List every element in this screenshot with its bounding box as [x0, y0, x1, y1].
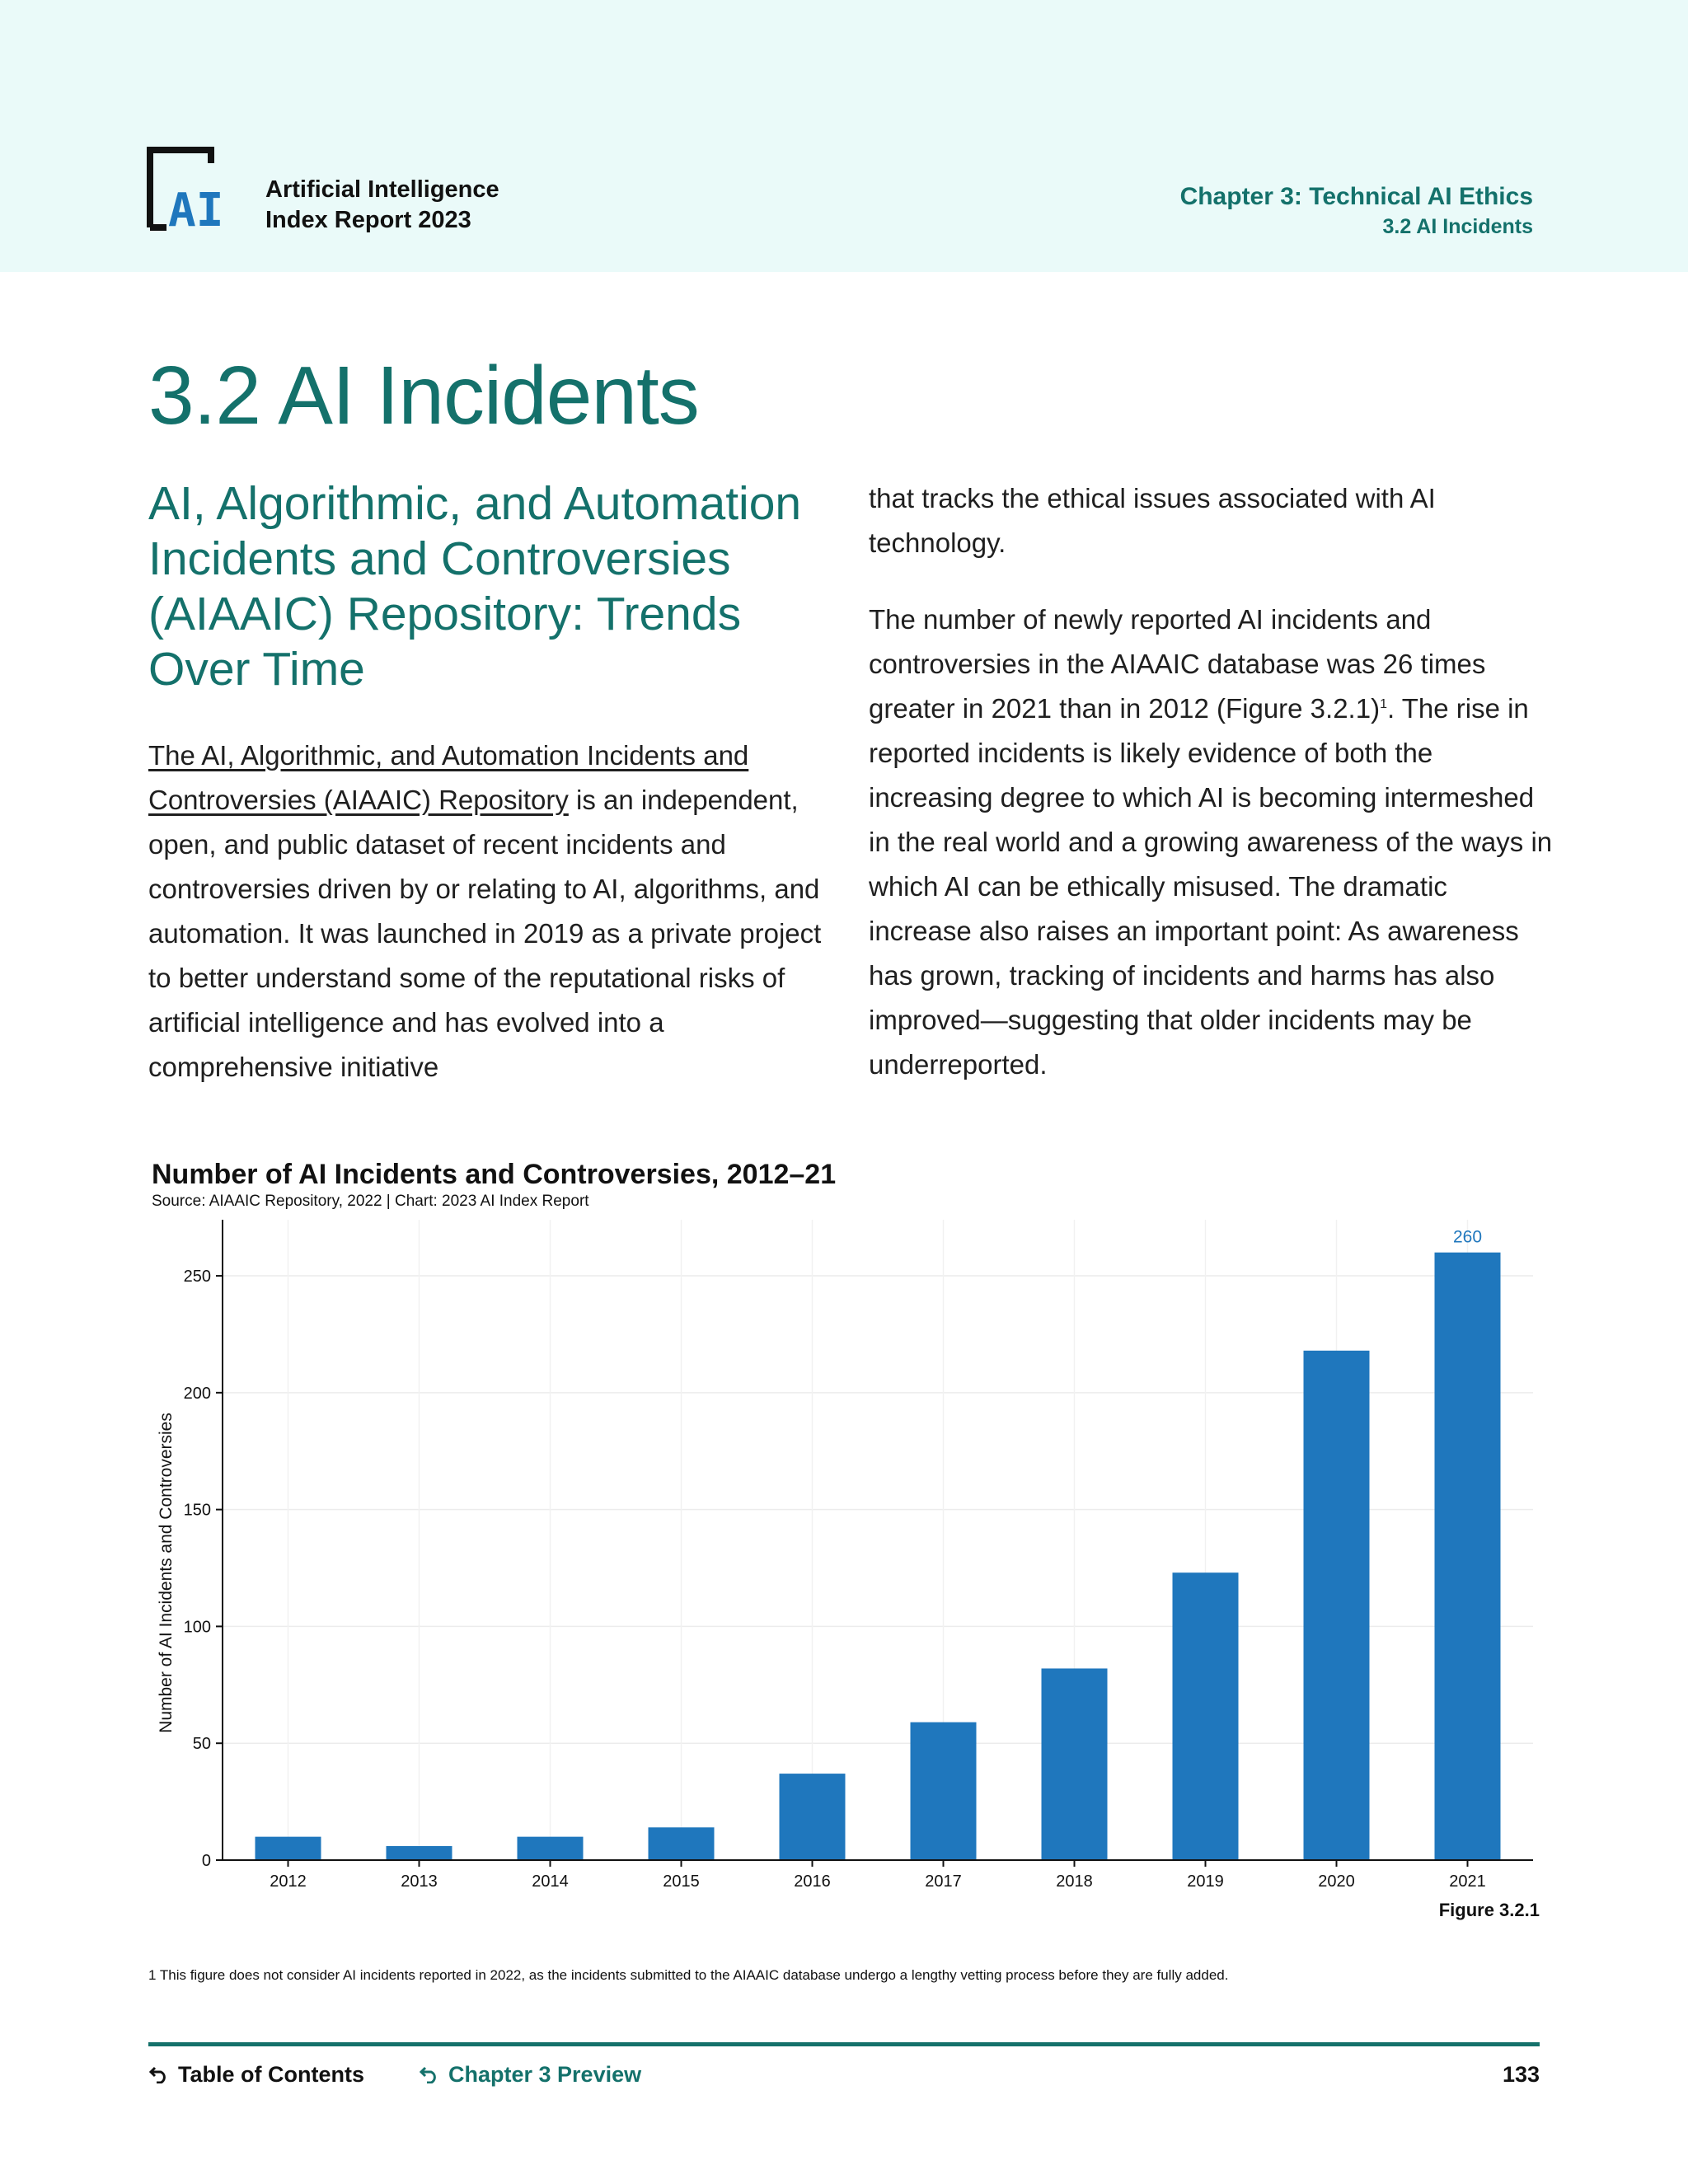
chapter-preview-link[interactable]: [419, 2060, 641, 2088]
toc-label: Table of Contents: [178, 2062, 364, 2087]
footnote-ref[interactable]: 1: [1380, 697, 1387, 711]
x-tick-label: 2012: [270, 1872, 307, 1891]
x-tick-label: 2015: [663, 1872, 700, 1891]
chart-source: Source: AIAAIC Repository, 2022 | Chart: 2023 AI Index Report: [152, 1193, 589, 1210]
bar-2019: [1173, 1572, 1239, 1860]
bar-2012: [256, 1837, 321, 1860]
report-title: [265, 175, 499, 236]
report-title-line1: Artificial Intelligence: [265, 176, 499, 203]
y-tick-label: 150: [183, 1501, 211, 1520]
bar-2015: [649, 1827, 715, 1860]
y-tick-label: 250: [183, 1268, 211, 1286]
left-column-body: is an independent, open, and public dataset of recent incidents and controversies driven by or relating to AI, algorithms, and automation. It was launched in 2019 as a private project to better understand some of the reputational risks of artificial intelligence and has evolved into a comprehensive initiative: [148, 785, 822, 1082]
y-tick-label: 200: [183, 1384, 211, 1403]
bar-chart: [148, 1212, 1550, 1896]
y-tick-label: 100: [183, 1618, 211, 1637]
bar-2017: [911, 1722, 977, 1860]
x-tick-label: 2021: [1449, 1872, 1486, 1891]
report-title-line2: Index Report 2023: [265, 207, 471, 233]
chapter-title: Chapter 3: Technical AI Ethics: [1179, 183, 1533, 210]
bar-2014: [518, 1837, 584, 1860]
x-tick-label: 2019: [1187, 1872, 1224, 1891]
ai-index-logo: [147, 147, 239, 231]
x-tick-label: 2018: [1056, 1872, 1093, 1891]
x-tick-label: 2016: [794, 1872, 831, 1891]
right-column-text: [869, 476, 1553, 1119]
y-axis-title: Number of AI Incidents and Controversies: [157, 1413, 176, 1733]
bar-2020: [1304, 1351, 1370, 1860]
section-subtitle: 3.2 AI Incidents: [1382, 215, 1533, 238]
table-of-contents-link[interactable]: [148, 2060, 364, 2088]
footer-rule: [148, 2042, 1540, 2046]
left-column-text: [148, 733, 841, 1090]
return-arrow-icon: [148, 2065, 170, 2083]
right-paragraph-2: [869, 598, 1553, 1087]
x-tick-label: 2013: [401, 1872, 438, 1891]
return-arrow-icon: [419, 2065, 440, 2083]
y-tick-label: 50: [192, 1735, 211, 1754]
chapter-preview-label: Chapter 3 Preview: [448, 2062, 642, 2087]
bar-2018: [1042, 1668, 1108, 1860]
figure-label: Figure 3.2.1: [1438, 1900, 1540, 1920]
chapter-header: [1180, 181, 1533, 241]
y-tick-label: 0: [201, 1852, 211, 1870]
bar-2021: [1435, 1253, 1501, 1860]
page-title: 3.2 AI Incidents: [148, 349, 699, 442]
x-tick-label: 2014: [532, 1872, 569, 1891]
right-paragraph-2b: . The rise in reported incidents is likely evidence of both the increasing degree to which AI is becoming intermeshed in the real world and a growing awareness of the ways in which AI can be ethically misused. The dramatic increase also raises an important point: As awareness has grown, tracking of incidents and harms has also improved—suggesting that older incidents may be underreported.: [869, 693, 1553, 1080]
x-tick-label: 2020: [1318, 1872, 1355, 1891]
aiaaic-repository-link[interactable]: The AI, Algorithmic, and Automation Incidents and Controversies (AIAAIC) Repository: [148, 740, 749, 815]
bar-2013: [387, 1846, 452, 1860]
logo-letters: AI: [168, 184, 224, 231]
right-paragraph-1: that tracks the ethical issues associated with AI technology.: [869, 483, 1436, 558]
x-tick-label: 2017: [925, 1872, 962, 1891]
bar-2016: [780, 1774, 846, 1860]
page-number: 133: [1502, 2062, 1540, 2087]
footnote: 1 This figure does not consider AI incidents reported in 2022, as the incidents submitted to the AIAAIC database undergo a lengthy vetting process before they are fully added.: [148, 1967, 1229, 1983]
right-paragraph-2a: The number of newly reported AI incidents and controversies in the AIAAIC database was 26 times greater in 2021 than in 2012 (Figure 3.2.1): [869, 604, 1486, 724]
data-label-2021: 260: [1452, 1227, 1483, 1247]
chart-title: Number of AI Incidents and Controversies, 2012–21: [152, 1159, 837, 1190]
section-heading: AI, Algorithmic, and Automation Incidents and Controversies (AIAAIC) Repository: Trends Over Time: [148, 477, 802, 696]
